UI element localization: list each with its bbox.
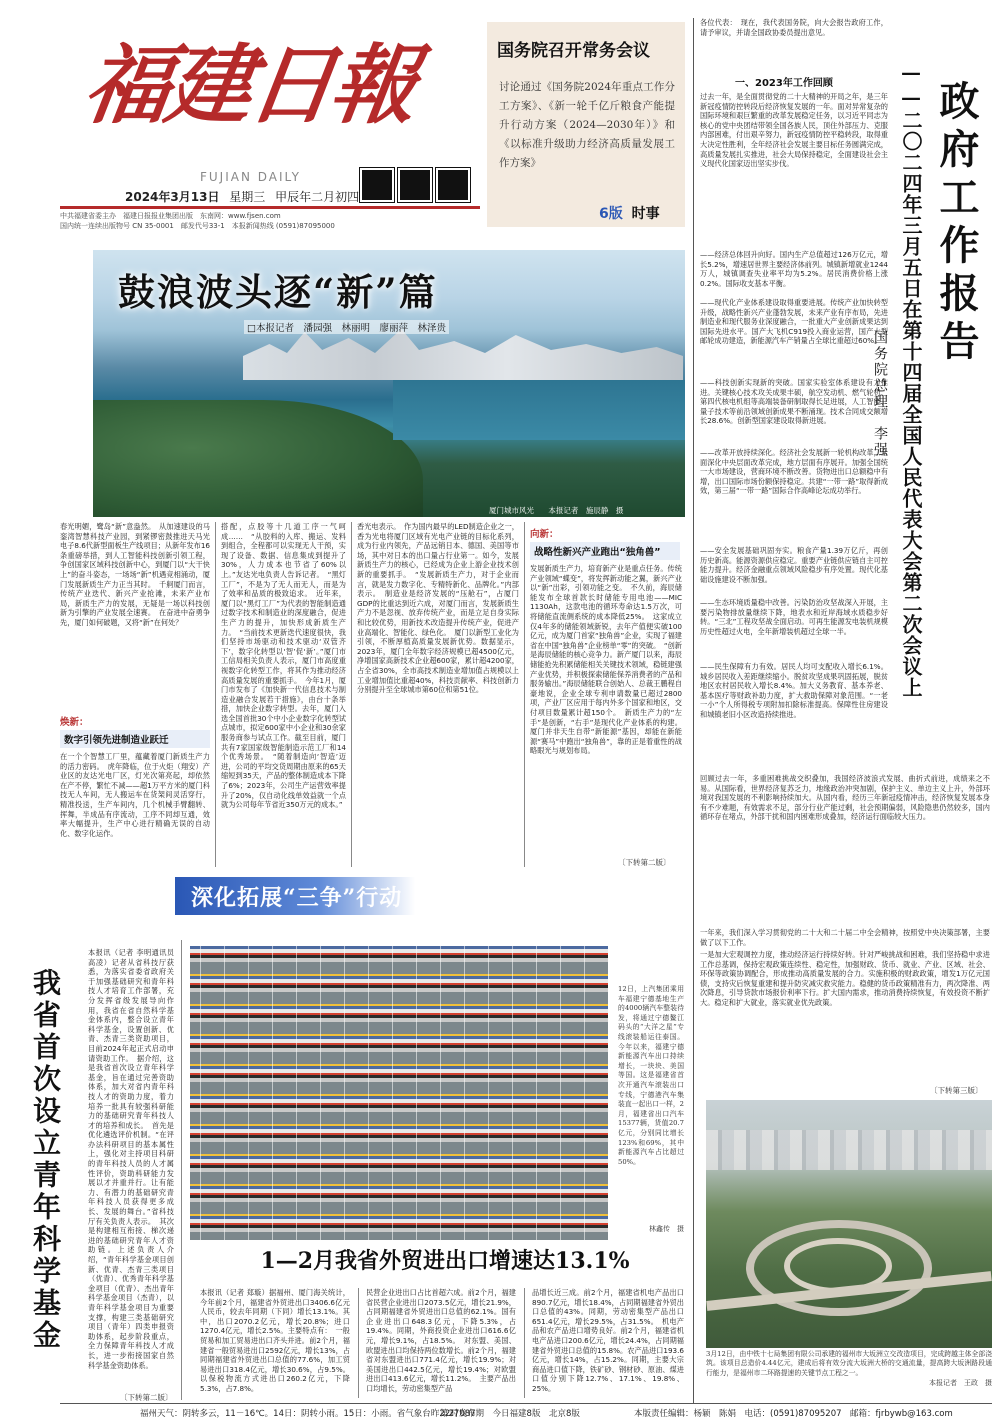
lead-column-2: 搭配，点胶等十几道工序一气呵成…… “从胶料的入库、搬运、发料到组合，全程都可以实现无人干预，实现了设备、数据、信息集成到提升了30%，人力成本也节省了60%以上。”友达光电负责人告诉记者。 “黑灯工厂”，不是为了无人而无人，而是为了效率和品质的极致追求。 近年来，厦门以“黑灯工厂”为代表的智能制造通过数字技术和制造业的深度融合，促进生产力的提升，加快形成新质生产力。 “当前技术更新迭代速度很快，我们坚持市场驱动和技术驱动‘双管齐下’，数字化转型以‘智’促‘新’。”厦门市工信局相关负责人表示，厦门市高度重视数字化转型工作，将其作为推动经济高质量发展的重要抓手。 今年1月，厦门市发布了《加快新一代信息技术与制造业融合发展若干措施》，由台十条举措，加快企业数字转型。去年，厦门入选全国首批30个中小企业数字化转型试点城市，拟定600家中小企业和30余家服务商参与试点工作。截至目前，厦门共有7家国家级智能制造示范工厂和14个优秀场景。 “随着制造向‘智造’迈进，公司的平均交货周期由原来的65天缩短到35天，产品的整体制造成本下降了6%；2023年，公司生产运营效率提升了20%，仅自动化线单效益就一个点就为公司每年节省近350万元的成本。” (221, 522, 346, 810)
trade-headline: 1—2月我省外贸进出口增速达13.1% (260, 1248, 630, 1274)
footer-rule (60, 1403, 992, 1404)
fund-headline: 我省首次设立青年科学基金 (29, 968, 62, 1352)
column-divider (524, 522, 525, 867)
qr-code-3 (436, 168, 470, 202)
report-author: 国务院总理 李强 (872, 330, 888, 458)
lead-column-1: 春光明媚，鹭岛“新”意盎然。 从加速建设的马銮湾智慧科技产业园，到紧锣密鼓推进天马光电子8.6代新型面板生产线项目；从新年发布16条重磅举措，到人工智能科技创新引领工程，争创国家区域科技创新中心，到厦门以“大干快上”的奋斗姿态，一场场“新”机遇竞相涌动，厦门发展新质生产力正当其时。 千舸厦门而言，传统产业迭代、新兴产业抢滩，未来产业布局，新质生产力的发展，无疑是一场以科技创新为引擎的产业发展全速赛。 在奋进中奋勇争先，厦门如何破题，又将“新”在何处？ (60, 522, 210, 627)
date-text: 2024年3月13日 (125, 190, 220, 204)
report-para-6: ——安全发展基础巩固夯实。粮食产量1.39万亿斤，再创历史新高。能源资源供应稳定。重要产业链供应链自主可控能力提升。经济金融重点领域风险稳步有序处置。现代化基础设施建设不断加强。 (700, 546, 888, 584)
teaser-page-ref (599, 203, 660, 223)
lead-subhead-2-title: 战略性新兴产业跑出“独角兽” (530, 542, 680, 560)
report-para-8: ——民生保障有力有效。居民人均可支配收入增长6.1%。城乡居民收入差距继续缩小。脱贫攻坚成果巩固拓展，脱贫地区农村居民收入增长8.4%。加大义务教育、基本养老、基本医疗等财政补助力度，扩大救助保障对象范围。“一老一小”个人所得税专项附加扣除标准提高。保障性住房建设和城镇老旧小区改造持续推进。 (700, 662, 888, 719)
qr-code-2 (398, 168, 432, 202)
car-photo-credit: 林鑫传 摄 (649, 1225, 684, 1233)
report-para-2: ——经济总体回升向好。国内生产总值超过126万亿元，增长5.2%，增速居世界主要经济体前列。城镇新增就业1244万人，城镇调查失业率平均为5.2%。居民消费价格上涨0.2%。国际收支基本平衡。 (700, 250, 888, 288)
lead-subhead-2-tag: 向新： (530, 529, 559, 540)
footer-issue: 第27087期 今日福建8版 北京8版 (440, 1409, 580, 1419)
report-para-11: 一是加大宏观调控力度，推动经济运行持续好转。针对严峻挑战和困难，我们坚持稳中求进工作总基调，保持宏观政策连续性、稳定性，加强财政、货币、就业、产业、区域、社会、环保等政策协调配合，形成推动高质量发展的合力。实施积极的财政政策，增发1万亿元国债，支持灾后恢复重建和提升防灾减灾救灾能力。稳健的货币政策精准有力，两次降准、两次降息，引导贷款市场报价利率下行。扩大国内需求，推动消费持续恢复，有效投资不断扩大。稳定和扩大就业，落实就业优先政策。 (700, 950, 990, 1007)
fund-continued[interactable]: 〔下转第二版〕 (120, 1393, 173, 1402)
footer-editor: 本版责任编辑：杨颖 陈娟 电话：(0591)87095207 邮箱：fjrbywb@163.com (634, 1409, 953, 1419)
column-divider (215, 522, 216, 867)
bridge-credit: 本报记者 王政 摄 (929, 1379, 992, 1388)
photo-caption-text: 厦门城市风光 (489, 506, 534, 515)
report-section-head: 一、2023年工作回顾 (735, 78, 833, 89)
report-para-4: ——科技创新实现新的突破。国家实验室体系建设有力推进。关键核心技术攻关成果丰硕，航空发动机、燃气轮机、第四代核电机组等高端装备研制取得长足进展，人工智能、量子技术等前沿领域创新成果不断涌现。技术合同成交额增长28.6%。创新型国家建设取得新进展。 (700, 378, 888, 426)
report-para-9: 回顾过去一年，多重困难挑战交织叠加，我国经济波浪式发展、曲折式前进，成绩来之不易。从国际看，世界经济复苏乏力，地缘政治冲突加剧，保护主义、单边主义上升，外部环境对我国发展的不利影响持续加大。从国内看，经历三年新冠疫情冲击，经济恢复发展本身有不少难题，有效需求不足，部分行业产能过剩，社会预期偏弱，风险隐患仍然较多，国内循环存在堵点，外部干扰和国内困难形成叠加，经济运行面临较大压力。 (700, 774, 990, 822)
lead-continued[interactable]: 〔下转第二版〕 (618, 858, 671, 867)
lead-subhead-1 (60, 714, 210, 748)
report-para-1: 过去一年，是全面贯彻党的二十大精神的开局之年，是三年新冠疫情防控转段后经济恢复发展的一年。面对异常复杂的国际环境和艰巨繁重的改革发展稳定任务，以习近平同志为核心的党中央团结带领全国各族人民，顶住外部压力、克服内部困难，付出艰辛努力，新冠疫情防控平稳转段，取得重大决定性胜利，全年经济社会发展主要目标任务圆满完成，高质量发展扎实推进，社会大局保持稳定，全面建设社会主义现代化国家迈出坚实步伐。 (700, 92, 888, 169)
issue-date (125, 188, 359, 205)
teaser-box[interactable] (487, 22, 685, 227)
lunar-text: 甲辰年二月初四 (275, 190, 360, 204)
lead-subhead-1-tag: 焕新： (60, 717, 89, 728)
teaser-title: 国务院召开常务会议 (497, 41, 650, 61)
trade-column-2: 民营企业进出口占比首超六成。前2个月，福建省民营企业进出口2073.5亿元，增长21.9%，占同期福建省外贸进出口总值的62.1%。国有企业进出口648.3亿元，下降5.3%，占19.4%。同期，外商投资企业进出口616.6亿元，增长9.1%，占18.5%。 对东盟、美国、欧盟进出口均保持两位数增长。前2个月，福建省对东盟进出口771.4亿元，增长19.9%；对美国进出口442.5亿元，增长19.4%；对欧盟进出口413.6亿元，增长11.2%。 主要产品出口均增长，劳动密集型产品 (366, 1288, 516, 1393)
car-photo-caption-text: 12日，上汽集团乘用车福建宁德基地生产的4000辆汽车整装待发，将通过宁德鳌江码头的“大洋之星”专线滚装船运往泰国。今年以来，福建宁德新能源汽车出口持续增长，一块块、美国等国。这是福建省首次开通汽车滚装出口专线，宁德港汽车集装直一起出口一样，2月，福建省出口汽车15377辆，货值20.7亿元，分别同比增长123%和69%，其中新能源汽车占比超过50%。 (618, 985, 684, 1166)
lead-subhead-2 (530, 526, 680, 560)
campaign-banner (175, 877, 415, 915)
island-greenery (93, 400, 423, 517)
teaser-body: 讨论通过《国务院2024年重点工作分工方案》、《新一轮千亿斤粮食产能提升行动方案（2024—2030年）》和《以标准升级助力经济高质量发展工作方案》 (499, 81, 675, 169)
column-divider (524, 1288, 525, 1398)
report-intro: 各位代表： 现在，我代表国务院，向大会报告政府工作，请予审议，并请全国政协委员提出意见。 (700, 18, 888, 37)
masthead-english: FUJIAN DAILY (200, 170, 301, 184)
report-para-3: ——现代化产业体系建设取得重要进展。传统产业加快转型升级，战略性新兴产业蓬勃发展，未来产业有序布局，先进制造业和现代服务业深度融合，一批重大产业创新成果达到国际先进水平。国产大飞机C919投入商业运营，国产大型邮轮成功建造，新能源汽车产销量占全球比重超过60%。 (700, 298, 888, 346)
bridge-photo (706, 1100, 992, 1348)
report-title: 政府工作报告 (933, 80, 980, 368)
report-subtitle: ——二〇二四年三月五日在第十四届全国人民代表大会第二次会议上 (899, 60, 923, 698)
fund-body: 本报讯（记者 李明通讯员 高凌）记者从省科技厅获悉，为落实省委省政府关于加强基础研究和青年科技人才培育工作部署，充分发挥省级发展导向作用，我省在省自然科学基金体系内，整合设立青年科学基金，设置创新、优青、杰青三类资助项目，目前2024年起正式启动申请资助工作。 据介绍，这是我省首次设立青年科学基金，旨在通过完善资助体系，加大对省内青年科技人才的资助力度，着力培养一批具有较强科研能力的基础研究青年科技人才的培养和成长。 首先是优化遴选评价机制。“在评办法科研项目的基本属性上，强化对主持项目科研的青年科技人员的人才属性评价，资助科研能力发展以才并重并行。让有能力、有潜力的基础研究青年科技人员获得更多成长、发展的舞台。”省科技厅有关负责人表示。 其次是构建相互衔接、梯次递进的基础研究青年人才资助链。上述负责人介绍，“青年科学基金项目创新、优青、杰青三类项目（优青）、优秀青年科学基金项目（优青）、杰出青年科学基金项目（杰青），以青年科学基金项目为重要支撑，构建三类基础研究项目（青年）四类申报资助体系，起步阶段重点，全力保障青年科技人才成长，进一步衔接国家自然科学基金资助体系。 (88, 948, 174, 1370)
photo-credit: 本报记者 施辰静 摄 (548, 506, 624, 515)
column-divider (351, 522, 352, 867)
publisher-line-1: 中共福建省委主办 福建日报报业集团出版 东南网：www.fjsen.com (60, 212, 281, 220)
trade-column-1: 本报讯（记者 郑璇）据福州、厦门海关统计，今年前2个月，福建省外贸进出口3406.6亿元人民币，较去年同期（下同）增长13.1%。其中，出口2070.2亿元，增长20.8%；进口1270.4亿元，增长2.5%。主要特点有： 一般贸易和加工贸易进出口齐头并进。前2个月，福建省一般贸易进出口2592亿元，增长13%，占同期福建省外贸进出口总值的77.6%，加工贸易进出口318.4亿元，增长30.6%，占9.5%。以保税物流方式进出口260.2亿元，下降5.3%，占7.8%。 (200, 1288, 350, 1393)
lead-subhead-1-title: 数字引领先进制造业跃迁 (60, 730, 210, 748)
report-para-5: ——改革开放持续深化。经济社会发展新一轮机构改革，全面深化中央层面改革完成，地方层面有序展开。加强全国统一大市场建设，营商环境不断改善。货物进出口总额稳中有增，出口国际市场份额保持稳定。共建“一带一路”取得新成效，第三届“一带一路”国际合作高峰论坛成功举行。 (700, 448, 888, 496)
banner-headline: 鼓浪波头逐“新”篇 (118, 270, 438, 314)
weekday-text: 星期三 (229, 190, 266, 204)
car-photo-caption (618, 985, 684, 1234)
footer-weather: 福州天气：阴转多云，11－16℃。14日：阴转小雨。15日：小雨。省气象台昨22时发布 (140, 1409, 476, 1419)
teaser-section: 时事 (631, 206, 660, 222)
banner-byline: □本报记者 潘园强 林丽明 廖丽萍 林泽贵 (244, 320, 449, 334)
lead-column-1b: 在一个个智慧工厂里，蕴藏着厦门新质生产力的活力密码。 虎年降临，位于火炬（翔安）产业区的友达光电厂区，灯光次第亮起，却依然在产不停，繁忙不减——超1万平方米的厦门科技无人车间，无人搬运车在货架间灵活穿行，精准投送，生产车间内，几个机械手臂翻转、挥舞，半成品有序流动，工序不同却互通，效率大幅提升，生产中心进行精确无误的自动化、数字化运作。 (60, 752, 210, 838)
masthead-title: 福建日報 (77, 35, 421, 136)
lead-column-4: 发展新质生产力，培育新产业是重点任务。传统产业领域“蝶变”，将发挥新动能之翼，新兴产业以“新”出彩，引领功能之变。 不久前，海辰储能发布全球首款长时储能专用电池——MIC 1130Ah，这款电池的循环寿命达1.5万次，可将储能直流侧系统的成本降低25%。 这家成立仅4年多的储能领域新锐，去年产值便实破100亿元，成为厦门首家“独角兽”企业，实现了福建省在中国“独角兽”企业榜单“零”的突破。 “创新是海辰储能的核心竞争力。新产厦门以来，海辰储能抢先积累储能相关关键技术领域，稳链建强产业优势，并积极探索储能保养消费者的产品和服务输出。”海辰储能联合创始人、总裁王鹏程自豪地说，企业全球专利申请数量已超过2800项，产业厂区应用于每内外多个国家和地区，交付项目数量累计超150个。 新质生产力的“左手”是创新，“右手”是现代化产业体系的构建。厦门并非天生自带“新能源”基因，却能在新能源“赛马”中跑出“独角兽”，靠的正是着重性的战略眼光与规划布局。 (530, 564, 682, 756)
masthead-rule (60, 206, 480, 209)
qr-code-1 (360, 168, 394, 202)
column-divider (181, 940, 182, 1400)
report-para-7: ——生态环境质量稳中改善。污染防治攻坚战深入开展，主要污染物排放量继续下降，地表水和近岸海域水质稳步好转。“三北”工程攻坚战全面启动。可再生能源发电装机规模历史性超过火电，全年新增装机超过全球一半。 (700, 598, 888, 636)
background-buildings (706, 1130, 992, 1170)
car-export-photo (190, 946, 608, 1240)
column-divider (358, 1288, 359, 1398)
sea-band (393, 380, 685, 440)
campaign-banner-title: 深化拓展“三争”行动 (191, 885, 403, 911)
trade-column-3: 品增长近三成。前2个月，福建省机电产品出口890.7亿元，增长18.4%，占同期福建省外贸出口总值的43%。同期，劳动密集型产品出口651.4亿元，增长29.5%，占31.5%。 机电产品和农产品进口增势良好。前2个月，福建省机电产品进口200.6亿元，增长24.4%，占同期福建省外贸进口总值的15.8%。农产品进口193.6亿元，增长14%，占15.2%。同期，主要大宗商品进口值下降，铁矿砂、钢材砂、原油、煤进口值分别下降12.7%、17.1%、19.8%、25%。 (532, 1288, 684, 1393)
teaser-page: 6版 (599, 206, 623, 222)
report-continued[interactable]: 〔下转第三版〕 (930, 1086, 983, 1095)
lead-column-3: 香光电表示。 作为国内最早的LED制造企业之一，香为光电将厦门区域有光电产业链的目标化系列，成为行业内领先，产品远销日本、德国、美国等市场，其中对日本的出口量占行业第一。如今，发展新质生产力的核心，已经成为企业上游企业技术创新的重要抓手。 “发展新质生产力，对于企业而言，就是发力数字化、专精特新化、品牌化。”内部表示。 制造业是经济发展的“压舱石”，占厦门GDP的比重达到近六成，对厦门而言，发展新质生产力不是忽视、放弃传统产业，而是立足自身实际和比较优势，用新技术改造提升传统产业，促进产业高端化、智能化、绿色化。 厦门以新型工业化为引领，不断厚植高质量发展新优势。数据显示，2023年，厦门全年数字经济规模已超4500亿元，净增国家高新技术企业超600家，累计超4200家，占全省30%，全市高技术制造业增加值占规模以上工业增加值比重超40%，科技贡献率、科技创新力分别提升至全球城市第60位和第51位。 (357, 522, 519, 695)
section-divider (693, 18, 694, 1403)
bridge-caption-text: 3月12日，由中铁十七局集团有限公司承建的福州市大坂洲立交改造项目，完成跨越主体全部浇筑。该项目总造价4.44亿元，建成后将有效分流大坂洲大桥的交通流量，提高跨大坂洲路段通行能力，是福州市二环路提速的关键节点工程之一。 (706, 1350, 992, 1377)
publisher-line-2: 国内统一连续出版物号 CN 35-0001 邮发代号33-1 本报新闻热线 (0591)87095000 (60, 222, 335, 230)
report-para-10: 一年来，我们深入学习贯彻党的二十大和二十届二中全会精神，按照党中央决策部署，主要做了以下工作。 (700, 928, 990, 947)
bridge-caption (706, 1350, 992, 1388)
photo-caption (489, 505, 623, 516)
